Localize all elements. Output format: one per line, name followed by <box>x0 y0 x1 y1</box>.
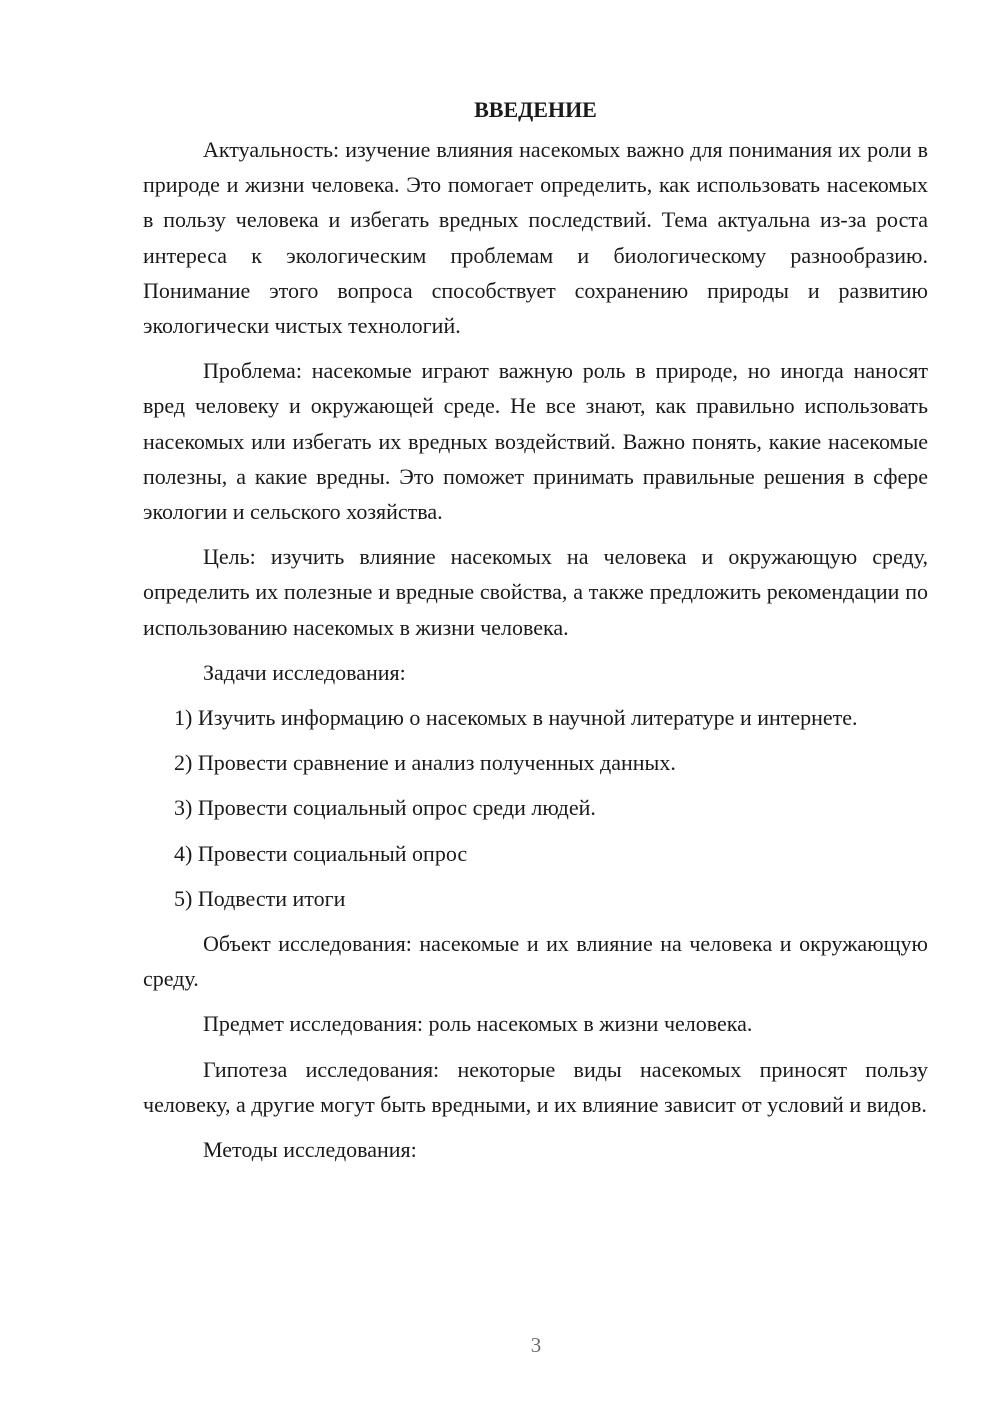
document-title: ВВЕДЕНИЕ <box>474 97 597 122</box>
hypothesis-paragraph: Гипотеза исследования: некоторые виды насекомых приносят пользу человеку, а другие могут быть вредными, и их влияние зависит от условий и видов. <box>143 1056 928 1117</box>
tasks-heading: Задачи исследования: <box>203 659 406 685</box>
object-paragraph: Объект исследования: насекомые и их влияние на человека и окружающую среду. <box>143 931 928 992</box>
subject-paragraph: Предмет исследования: роль насекомых в жизни человека. <box>203 1011 753 1037</box>
goal-paragraph: Цель: изучить влияние насекомых на человека и окружающую среду, определить их полезные и вредные свойства, а также предложить рекомендации по использованию насекомых в жизни человека. <box>143 544 928 640</box>
methods-heading: Методы исследования: <box>203 1137 417 1163</box>
problem-paragraph: Проблема: насекомые играют важную роль в природе, но иногда наносят вред человеку и окружающей среде. Не все знают, как правильно использовать насекомых или избегать их вредных воздействий. Важно понять, какие насекомые полезны, а какие вредны. Это поможет принимать правильные решения в сфере экологии и сельского хозяйства. <box>143 358 928 525</box>
page-number: 3 <box>530 1333 542 1357</box>
task-item-3: 3) Провести социальный опрос среди людей. <box>174 795 596 821</box>
task-item-5: 5) Подвести итоги <box>174 885 346 911</box>
document-page <box>143 92 928 1177</box>
relevance-paragraph: Актуальность: изучение влияния насекомых важно для понимания их роли в природе и жизни человека. Это помогает определить, как использовать насекомых в пользу человека и избегать вредных последствий. Тема актуальна из-за роста интереса к экологическим проблемам и биологическому разнообразию. Понимание этого вопроса способствует сохранению природы и развитию экологически чистых технологий. <box>143 137 928 339</box>
task-item-1: 1) Изучить информацию о насекомых в научной литературе и интернете. <box>174 705 858 731</box>
task-item-4: 4) Провести социальный опрос <box>174 840 468 866</box>
task-item-2: 2) Провести сравнение и анализ полученных данных. <box>174 750 676 776</box>
